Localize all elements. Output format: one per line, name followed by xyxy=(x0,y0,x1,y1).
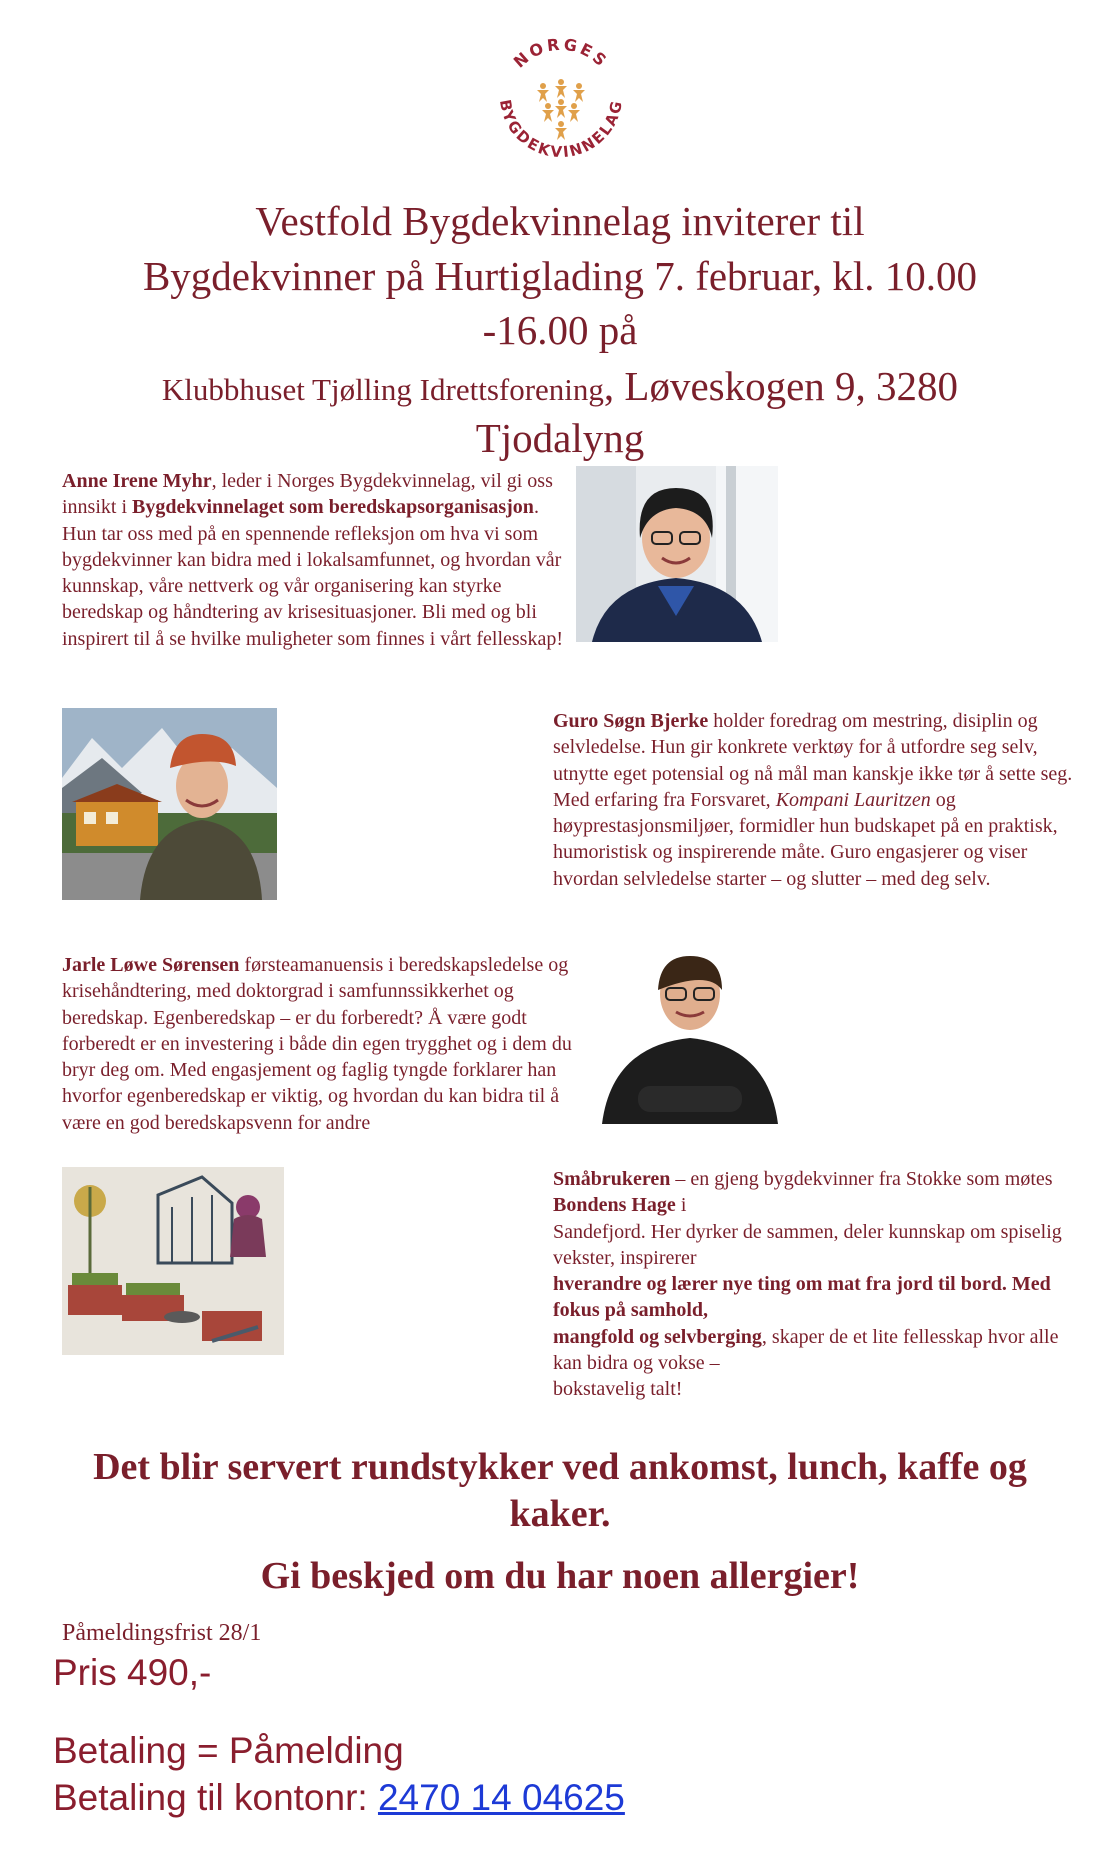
smabrukeren-text1: – en gjeng bygdekvinner fra Stokke som møtes xyxy=(670,1168,1053,1190)
smabrukeren-line8: kan bidra og vokse – xyxy=(553,1352,720,1375)
venue-place: Tjodalyng xyxy=(475,415,645,461)
logo-text-bottom: BYGDEKVINNELAG xyxy=(495,97,627,162)
payment-account-line xyxy=(53,1777,625,1819)
venue-name: Klubbhuset Tjølling Idrettsforening xyxy=(161,372,604,407)
smabrukeren-text2: i xyxy=(675,1194,687,1217)
figures-logo-icon xyxy=(537,79,585,140)
smabrukeren-text6: fokus på samhold, xyxy=(553,1299,709,1322)
catering-line1: Det blir servert rundstykker ved ankomst, lunch, kaffe og xyxy=(93,1446,1027,1488)
speaker-jarle-text1: førsteamanuensis i beredskapsledelse og krisehåndtering, med doktorgrad i samfunnssikkerhet og beredskap. Egenberedskap – er du forberedt? Å være godt forberedt er en investering i både din egen trygghet og i dem du bryr deg om. Med engasjement og faglig tyngde forklarer han hvorfor egenberedskap er viktig, og hvordan du kan bidra til å være en god beredskapsvenn for andre xyxy=(62,954,572,1134)
smabrukeren-text7: , skaper de et lite fellesskap hvor alle xyxy=(761,1325,1059,1348)
speaker-guro-name: Guro Søgn Bjerke xyxy=(553,710,709,732)
speaker-jarle-name: Jarle Løwe Sørensen xyxy=(62,954,240,976)
registration-deadline: Påmeldingsfrist 28/1 xyxy=(62,1620,262,1646)
smabrukeren-line3: Sandefjord. Her dyrker de sammen, deler kunnskap om spiselig xyxy=(553,1220,1062,1243)
svg-text:NORGES xyxy=(510,35,612,72)
speaker-anne-text2: . Hun tar oss med på en spennende refleksjon om hva vi som bygdekvinner kan bidra med i lokalsamfunnet, og hvordan vår kunnskap, våre nettverk og vår organisering kan styrke beredskap og håndtering av krisesituasjoner. Bli med og bli inspirert til å se hvilke muligheter som finnes i vårt fellesskap! xyxy=(62,496,563,650)
account-number-link[interactable]: 2470 14 04625 xyxy=(377,1777,625,1818)
smabrukeren-place: Bondens Hage xyxy=(553,1194,676,1217)
speaker-guro-show: Kompani Lauritzen xyxy=(775,788,931,811)
smabrukeren-text5: hverandre og lærer nye ting om mat fra jord til bord. Med xyxy=(553,1273,1051,1296)
smabrukeren-illustration xyxy=(62,1167,284,1355)
speaker-jarle-description xyxy=(62,952,572,1136)
smabrukeren-line7 xyxy=(553,1324,1120,1350)
smabrukeren-name: Småbrukeren xyxy=(553,1168,671,1190)
allergy-notice: Gi beskjed om du har noen allergier! xyxy=(260,1555,860,1597)
smabrukeren-line9: bokstavelig talt! xyxy=(553,1378,683,1401)
payment-info: Betaling = Påmelding xyxy=(53,1730,404,1771)
smabrukeren-line2 xyxy=(553,1192,1120,1218)
speaker-anne-topic: Bygdekvinnelaget som beredskapsorganisasjon xyxy=(132,496,534,519)
invitation-title-line1: Vestfold Bygdekvinnelag inviterer til xyxy=(255,198,865,244)
speaker-guro-text2: og høyprestasjonsmiljøer, formidler hun budskapet på en praktisk, humoristisk og inspirerende måte. Guro engasjerer og viser hvordan selvledelse starter – og slutter – med deg selv. xyxy=(553,788,1058,890)
bygdekvinnelag-logo xyxy=(486,28,636,178)
speaker-anne-name: Anne Irene Myhr xyxy=(62,470,212,492)
logo-text-top: NORGES xyxy=(509,34,613,72)
invitation-title-line3: -16.00 på xyxy=(482,307,638,353)
smabrukeren-description xyxy=(553,1166,1120,1403)
venue-address: , Løveskogen 9, 3280 xyxy=(603,363,959,409)
speaker-anne-description xyxy=(62,468,572,652)
logo-mark xyxy=(486,28,636,178)
smabrukeren-line6 xyxy=(553,1297,1120,1323)
invitation-title-line2: Bygdekvinner på Hurtiglading 7. februar, kl. 10.00 xyxy=(142,253,978,299)
speaker-guro-description xyxy=(553,708,1073,892)
speaker-anne-photo xyxy=(576,466,778,642)
speaker-guro-text1: holder foredrag om mestring, disiplin og selvledelse. Hun gir konkrete verktøy for å utfordre seg selv, utnytte eget potensial og nå mål man kanskje ikke tør å sette seg. Med erfaring fra Forsvaret, xyxy=(553,710,1073,811)
payment-account-label: Betaling til kontonr: xyxy=(53,1777,378,1818)
speaker-guro-photo xyxy=(62,708,277,900)
smabrukeren-line5 xyxy=(553,1271,1120,1297)
smabrukeren-text7b: mangfold og selvberging xyxy=(553,1325,762,1348)
smabrukeren-line4: vekster, inspirerer xyxy=(553,1246,697,1269)
speaker-anne-text1: , leder i Norges Bygdekvinnelag, vil gi oss innsikt i xyxy=(62,470,553,519)
catering-line2: kaker. xyxy=(509,1493,611,1535)
smabrukeren-line1 xyxy=(553,1166,1120,1192)
price: Pris 490,- xyxy=(53,1652,212,1693)
speaker-jarle-photo xyxy=(598,946,782,1124)
